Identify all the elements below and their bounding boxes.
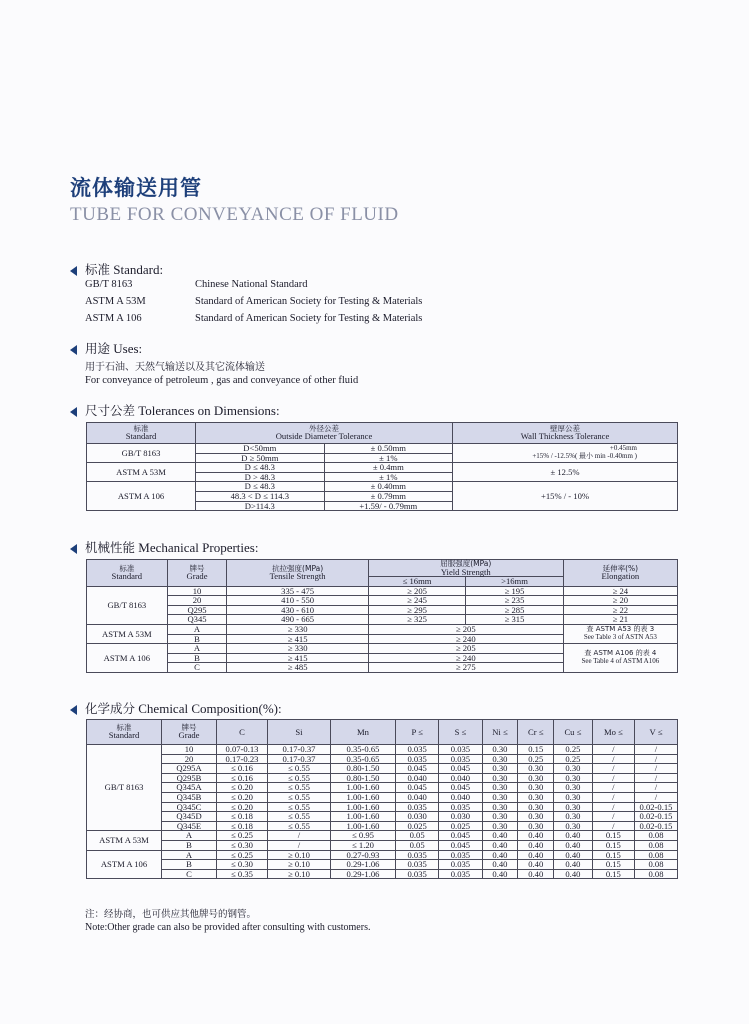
table-cell: 0.30 (554, 773, 593, 783)
standard-cell: GB/T 8163 (87, 745, 162, 831)
table-cell: 0.035 (396, 754, 439, 764)
table-cell: 1.00-1.60 (331, 821, 396, 831)
tolerances-heading: 尺寸公差 Tolerances on Dimensions: (70, 401, 280, 419)
table-row: 20 410 - 550 ≥ 245 ≥ 235 ≥ 20 (87, 596, 678, 606)
table-cell: 0.80-1.50 (331, 773, 396, 783)
table-row: ASTM A 53M A ≥ 330 ≥ 205 查 ASTM A53 的表 3 See Table 3 of ASTN A53 (87, 625, 678, 635)
table-row (87, 802, 678, 812)
table-cell: 0.17-0.37 (268, 745, 331, 755)
table-row (87, 754, 678, 764)
table-cell: 0.30 (482, 821, 518, 831)
table-row (87, 764, 678, 774)
table-cell: 0.02-0.15 (635, 802, 678, 812)
table-cell: ≤ 0.95 (331, 831, 396, 841)
tolerances-table (86, 422, 678, 511)
table-cell: 0.035 (439, 745, 482, 755)
table-cell: ≤ 0.55 (268, 792, 331, 802)
table-cell: 0.40 (518, 850, 554, 860)
table-cell: 0.17-0.23 (217, 754, 268, 764)
table-cell: / (635, 764, 678, 774)
uses-text-en: For conveyance of petroleum , gas and conveyance of other fluid (85, 375, 359, 386)
table-cell: / (592, 821, 634, 831)
standard-cell: ASTM A 53M (87, 831, 162, 850)
table-cell: 1.00-1.60 (331, 812, 396, 822)
table-cell: 0.35-0.65 (331, 745, 396, 755)
standard-cell: ASTM A 106 (87, 850, 162, 879)
table-cell: / (592, 745, 634, 755)
table-cell: ≤ 0.18 (217, 812, 268, 822)
table-cell: 0.030 (396, 812, 439, 822)
table-cell: 0.040 (439, 792, 482, 802)
table-row (87, 860, 678, 870)
table-cell: 0.045 (396, 764, 439, 774)
table-cell: 0.40 (482, 860, 518, 870)
table-row: D>114.3 +1.59/ - 0.79mm (87, 501, 678, 511)
table-cell: 0.30 (518, 821, 554, 831)
table-row (87, 840, 678, 850)
table-cell: 0.040 (439, 773, 482, 783)
table-cell: 0.15 (592, 850, 634, 860)
table-cell: Q345E (162, 821, 217, 831)
table-cell: / (635, 792, 678, 802)
table-cell: Q345D (162, 812, 217, 822)
table-cell: 0.035 (439, 869, 482, 879)
table-cell: 0.40 (554, 831, 593, 841)
table-row: ASTM A 106 A ≥ 330 ≥ 205 查 ASTM A106 的表 4 See Table 4 of ASTM A106 (87, 644, 678, 654)
table-cell: 0.30 (554, 812, 593, 822)
table-cell: 0.025 (396, 821, 439, 831)
table-cell: 0.035 (439, 802, 482, 812)
triangle-bullet-icon (70, 345, 77, 355)
table-cell: / (592, 812, 634, 822)
table-cell: 0.17-0.37 (268, 754, 331, 764)
table-row (87, 812, 678, 822)
table-cell: 0.045 (439, 764, 482, 774)
table-cell: 0.30 (518, 783, 554, 793)
mechanical-table: 标准 Standard 牌号 Grade 抗拉强度(MPa) Tensile Strength 屈服强度(MPa) Yield Strength 延伸率(%) Elongation ≤ 16mm >16mm GB/T 8163 10 335 - 475 ≥ 205 ≥ 195 ≥ 24 20 410 - 550 ≥ 245 ≥ 235 ≥ 20 Q295 430 - 610 ≥ 295 ≥ 285 ≥ 22 Q345 490 - 665 ≥ 325 ≥ 315 ≥ 21 ASTM A 53M A ≥ 330 ≥ 205 查 ASTM A53 的表 3 See Table 3 of ASTN A53 B ≥ 415 ≥ 240 ASTM A 106 A ≥ 330 ≥ 205 查 ASTM A106 的表 4 See Table 4 of ASTM A106 B ≥ 415 ≥ 240 C ≥ 485 ≥ 275 (86, 559, 678, 673)
table-cell: 10 (162, 745, 217, 755)
table-cell: / (592, 783, 634, 793)
table-cell: ≤ 1.20 (331, 840, 396, 850)
uses-text-cn: 用于石油、天然气输送以及其它流体输送 (85, 362, 265, 373)
col-od-tolerance: 外径公差 Outside Diameter Tolerance (196, 423, 453, 444)
table-row: ASTM A 106 D ≤ 48.3 ± 0.40mm +15% / - 10% (87, 482, 678, 492)
table-row: B ≥ 415 ≥ 240 (87, 634, 678, 644)
table-cell: ≤ 0.16 (217, 773, 268, 783)
table-cell: 0.80-1.50 (331, 764, 396, 774)
chemical-table: 标准 Standard 牌号 Grade C Si Mn P ≤ S ≤ Ni ≤ Cr ≤ Cu ≤ Mo ≤ V ≤ GB/T 8163 10 0.07-0.13 0.17-0.37 0.35-0.65 0.035 0.035 0.30 0.15 0.25 / / 20 0.17-0.23 0.17-0.37 0.35-0.65 0.035 0.035 0.30 0.25 0.25 / / Q295A ≤ 0.16 ≤ 0.55 0.80-1.50 0.045 0.045 0.30 0.30 0.30 / / Q295B ≤ 0.16 ≤ 0.55 0.80-1.50 0.040 0.040 0.30 0.30 0.30 / / Q345A ≤ 0.20 ≤ 0.55 1.00-1.60 0.045 0.045 0.30 0.30 0.30 / / Q345B ≤ 0.20 ≤ 0.55 1.00-1.60 0.040 0.040 0.30 0.30 0.30 / / Q345C ≤ 0.20 ≤ 0.55 1.00-1.60 0.035 0.035 0.30 0.30 0.30 / 0.02-0.15 Q345D ≤ 0.18 ≤ 0.55 1.00-1.60 0.030 0.030 0.30 0.30 0.30 / 0.02-0.15 Q345E ≤ 0.18 ≤ 0.55 1.00-1.60 0.025 0.025 0.30 0.30 0.30 / 0.02-0.15 ASTM A 53M A ≤ 0.25 / ≤ 0.95 0.05 0.045 0.40 0.40 0.40 0.15 0.08 B ≤ 0.30 / ≤ 1.20 0.05 0.045 0.40 0.40 0.40 0.15 0.08 ASTM A 106 A ≤ 0.25 ≥ 0.10 0.27-0.93 0.035 0.035 0.40 0.40 0.40 0.15 0.08 B ≤ 0.30 ≥ 0.10 0.29-1.06 0.035 0.035 0.40 0.40 0.40 0.15 0.08 C ≤ 0.35 ≥ 0.10 0.29-1.06 0.035 0.035 0.40 0.40 0.40 0.15 0.08 (86, 719, 678, 879)
table-cell: ≤ 0.30 (217, 860, 268, 870)
table-cell: 0.40 (518, 840, 554, 850)
table-cell: 0.29-1.06 (331, 860, 396, 870)
table-cell: 0.035 (396, 745, 439, 755)
standard-item: GB/T 8163 Chinese National Standard (85, 279, 308, 290)
table-cell: 0.15 (518, 745, 554, 755)
table-cell: 0.08 (635, 850, 678, 860)
table-cell: / (592, 773, 634, 783)
table-cell: 0.40 (518, 869, 554, 879)
table-cell: 0.08 (635, 869, 678, 879)
table-row: GB/T 8163 D<50mm ± 0.50mm +0.45mm +15% / -12.5%( 最小 min -0.40mm ) (87, 444, 678, 454)
table-cell: Q345B (162, 792, 217, 802)
table-cell: / (592, 802, 634, 812)
table-cell: / (635, 745, 678, 755)
table-row (87, 773, 678, 783)
table-cell: 0.045 (439, 831, 482, 841)
page-title-cn: 流体输送用管 (70, 176, 202, 200)
mechanical-heading: 机械性能 Mechanical Properties: (70, 538, 258, 556)
table-cell: 0.035 (396, 860, 439, 870)
table-cell: 0.30 (554, 783, 593, 793)
table-cell: A (162, 850, 217, 860)
triangle-bullet-icon (70, 407, 77, 417)
table-cell: 0.15 (592, 831, 634, 841)
table-cell: 0.15 (592, 860, 634, 870)
table-cell: 0.035 (439, 860, 482, 870)
table-cell: 0.15 (592, 840, 634, 850)
table-cell: 0.30 (518, 792, 554, 802)
note-en: Note:Other grade can also be provided after consulting with customers. (85, 922, 371, 933)
table-cell: ≤ 0.25 (217, 831, 268, 841)
table-row (87, 792, 678, 802)
table-cell: ≤ 0.55 (268, 764, 331, 774)
table-cell: 0.30 (518, 812, 554, 822)
table-cell: 0.15 (592, 869, 634, 879)
table-row: Q295 430 - 610 ≥ 295 ≥ 285 ≥ 22 (87, 605, 678, 615)
triangle-bullet-icon (70, 544, 77, 554)
table-cell: / (592, 764, 634, 774)
table-cell: 0.40 (554, 869, 593, 879)
table-cell: ≤ 0.55 (268, 802, 331, 812)
table-row (87, 850, 678, 860)
table-cell: / (635, 783, 678, 793)
table-cell: Q295A (162, 764, 217, 774)
table-row: D ≥ 50mm ± 1% (87, 453, 678, 463)
table-cell: 0.045 (439, 783, 482, 793)
table-cell: / (635, 754, 678, 764)
table-cell: 0.27-0.93 (331, 850, 396, 860)
table-cell: 0.035 (439, 850, 482, 860)
table-cell: ≤ 0.55 (268, 773, 331, 783)
table-cell: 0.30 (482, 812, 518, 822)
col-standard: 标准 Standard (87, 423, 196, 444)
table-cell: 0.040 (396, 773, 439, 783)
col-wt-tolerance: 壁厚公差 Wall Thickness Tolerance (453, 423, 678, 444)
table-cell: ≤ 0.25 (217, 850, 268, 860)
table-cell: 0.40 (482, 840, 518, 850)
table-cell: 0.040 (396, 792, 439, 802)
table-cell: 0.40 (482, 850, 518, 860)
table-cell: 0.30 (554, 792, 593, 802)
table-row (87, 869, 678, 879)
table-cell: 0.045 (439, 840, 482, 850)
table-cell: 0.30 (482, 773, 518, 783)
table-cell: 0.05 (396, 840, 439, 850)
chemical-heading: 化学成分 Chemical Composition(%): (70, 699, 282, 717)
table-cell: 0.30 (554, 802, 593, 812)
table-cell: 0.40 (518, 831, 554, 841)
table-cell: 0.30 (482, 783, 518, 793)
table-cell: ≤ 0.20 (217, 792, 268, 802)
table-cell: 0.30 (518, 764, 554, 774)
standard-item: ASTM A 53M Standard of American Society for Testing & Materials (85, 296, 423, 307)
table-row (87, 821, 678, 831)
table-cell: 0.30 (518, 802, 554, 812)
table-cell: 0.25 (554, 745, 593, 755)
table-cell: 0.30 (482, 764, 518, 774)
table-cell: 0.40 (554, 840, 593, 850)
table-cell: ≤ 0.16 (217, 764, 268, 774)
table-cell: ≤ 0.20 (217, 783, 268, 793)
table-cell: Q295B (162, 773, 217, 783)
table-cell: 0.05 (396, 831, 439, 841)
table-row: 48.3 < D ≤ 114.3 ± 0.79mm (87, 491, 678, 501)
table-cell: ≥ 0.10 (268, 860, 331, 870)
table-row (87, 831, 678, 841)
table-cell: ≤ 0.30 (217, 840, 268, 850)
table-cell: 0.25 (554, 754, 593, 764)
standard-heading: 标准 Standard: (70, 260, 163, 278)
table-cell: C (162, 869, 217, 879)
table-cell: 0.02-0.15 (635, 812, 678, 822)
table-cell: B (162, 860, 217, 870)
table-cell: Q345C (162, 802, 217, 812)
page-title-en: TUBE FOR CONVEYANCE OF FLUID (70, 204, 399, 225)
table-cell: 0.30 (482, 754, 518, 764)
table-cell: ≤ 0.20 (217, 802, 268, 812)
table-cell: 1.00-1.60 (331, 802, 396, 812)
table-cell: Q345A (162, 783, 217, 793)
table-cell: 0.025 (439, 821, 482, 831)
table-cell: 0.25 (518, 754, 554, 764)
table-cell: 0.07-0.13 (217, 745, 268, 755)
table-cell: 0.02-0.15 (635, 821, 678, 831)
table-cell: 0.08 (635, 840, 678, 850)
table-cell: 0.40 (518, 860, 554, 870)
table-cell: 0.045 (396, 783, 439, 793)
table-row: C ≥ 485 ≥ 275 (87, 663, 678, 673)
table-cell: 0.30 (518, 773, 554, 783)
table-cell: B (162, 840, 217, 850)
table-cell: 0.40 (554, 860, 593, 870)
table-row (87, 783, 678, 793)
table-cell: ≤ 0.35 (217, 869, 268, 879)
table-cell: ≤ 0.18 (217, 821, 268, 831)
table-cell: 1.00-1.60 (331, 792, 396, 802)
table-cell: ≥ 0.10 (268, 869, 331, 879)
table-cell: 0.08 (635, 860, 678, 870)
uses-heading: 用途 Uses: (70, 339, 142, 357)
table-row: GB/T 8163 10 335 - 475 ≥ 205 ≥ 195 ≥ 24 (87, 586, 678, 596)
table-cell: 0.35-0.65 (331, 754, 396, 764)
triangle-bullet-icon (70, 266, 77, 276)
standard-item: ASTM A 106 Standard of American Society for Testing & Materials (85, 313, 423, 324)
table-cell: / (635, 773, 678, 783)
table-cell: 0.40 (482, 869, 518, 879)
table-cell: 0.035 (439, 754, 482, 764)
table-cell: 0.40 (554, 850, 593, 860)
table-cell: ≤ 0.55 (268, 812, 331, 822)
table-row (87, 745, 678, 755)
table-cell: 0.035 (396, 802, 439, 812)
table-cell: 0.08 (635, 831, 678, 841)
table-cell: 0.30 (554, 821, 593, 831)
table-cell: 0.30 (482, 792, 518, 802)
table-row: B ≥ 415 ≥ 240 (87, 653, 678, 663)
note-cn: 注：经协商，也可供应其他牌号的钢管。 (85, 909, 257, 920)
table-cell: 0.035 (396, 850, 439, 860)
table-cell: 0.30 (482, 745, 518, 755)
table-cell: 20 (162, 754, 217, 764)
table-cell: 0.29-1.06 (331, 869, 396, 879)
table-cell: 0.035 (396, 869, 439, 879)
table-cell: / (268, 831, 331, 841)
table-cell: 0.30 (554, 764, 593, 774)
table-cell: 0.30 (482, 802, 518, 812)
table-cell: ≥ 0.10 (268, 850, 331, 860)
table-row: Q345 490 - 665 ≥ 325 ≥ 315 ≥ 21 (87, 615, 678, 625)
table-cell: / (592, 792, 634, 802)
table-cell: A (162, 831, 217, 841)
table-cell: 0.030 (439, 812, 482, 822)
table-cell: ≤ 0.55 (268, 821, 331, 831)
table-cell: / (592, 754, 634, 764)
triangle-bullet-icon (70, 705, 77, 715)
table-cell: ≤ 0.55 (268, 783, 331, 793)
table-cell: / (268, 840, 331, 850)
table-cell: 1.00-1.60 (331, 783, 396, 793)
table-cell: 0.40 (482, 831, 518, 841)
table-row: ASTM A 53M D ≤ 48.3 ± 0.4mm ± 12.5% (87, 463, 678, 473)
table-row: D > 48.3 ± 1% (87, 472, 678, 482)
